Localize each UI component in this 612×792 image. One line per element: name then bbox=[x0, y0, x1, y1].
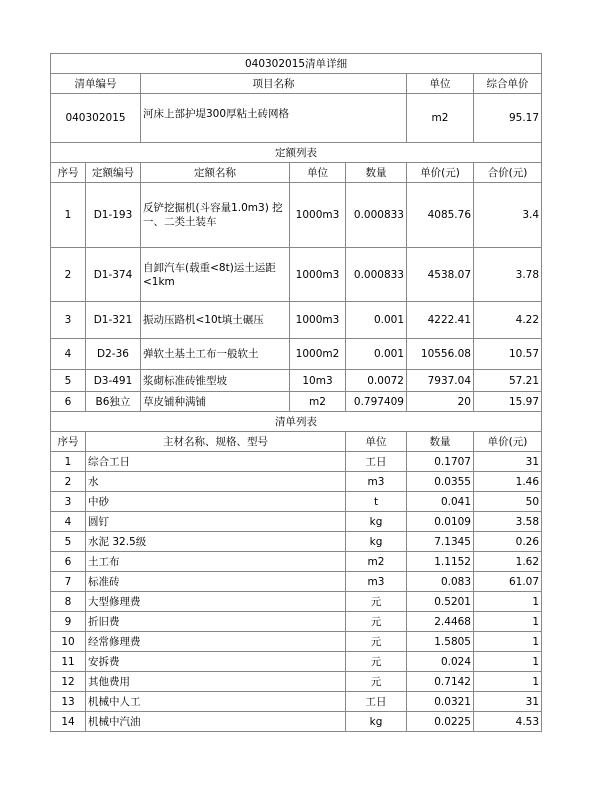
material-no: 12 bbox=[51, 672, 86, 692]
material-row bbox=[51, 552, 542, 572]
quota-price: 20 bbox=[407, 392, 474, 412]
material-unit: t bbox=[346, 492, 407, 512]
material-price: 0.26 bbox=[474, 532, 542, 552]
quota-col-code: 定额编号 bbox=[86, 163, 141, 183]
quota-total: 4.22 bbox=[474, 302, 542, 339]
material-price: 31 bbox=[474, 692, 542, 712]
material-qty: 0.5201 bbox=[407, 592, 474, 612]
quota-code: D2-36 bbox=[86, 339, 141, 370]
material-unit: kg bbox=[346, 712, 407, 732]
material-qty: 0.0321 bbox=[407, 692, 474, 712]
material-qty: 1.5805 bbox=[407, 632, 474, 652]
quota-no: 2 bbox=[51, 248, 86, 302]
material-row bbox=[51, 572, 542, 592]
material-no: 13 bbox=[51, 692, 86, 712]
quota-col-no: 序号 bbox=[51, 163, 86, 183]
header-row bbox=[51, 74, 542, 94]
quota-no: 5 bbox=[51, 370, 86, 392]
material-row bbox=[51, 592, 542, 612]
quota-code: D1-193 bbox=[86, 183, 141, 248]
material-qty: 0.0225 bbox=[407, 712, 474, 732]
material-price: 3.58 bbox=[474, 512, 542, 532]
quota-no: 1 bbox=[51, 183, 86, 248]
material-row bbox=[51, 672, 542, 692]
material-unit: 工日 bbox=[346, 692, 407, 712]
quota-price: 10556.08 bbox=[407, 339, 474, 370]
materials-col-no: 序号 bbox=[51, 432, 86, 452]
material-qty: 0.024 bbox=[407, 652, 474, 672]
material-price: 31 bbox=[474, 452, 542, 472]
item-code: 040302015 bbox=[51, 94, 141, 143]
material-no: 1 bbox=[51, 452, 86, 472]
material-name: 折旧费 bbox=[86, 612, 346, 632]
material-unit: 元 bbox=[346, 652, 407, 672]
item-unit: m2 bbox=[407, 94, 474, 143]
quota-row bbox=[51, 302, 542, 339]
quota-section-row bbox=[51, 143, 542, 163]
material-name: 综合工日 bbox=[86, 452, 346, 472]
material-no: 7 bbox=[51, 572, 86, 592]
material-unit: m3 bbox=[346, 572, 407, 592]
quota-name: 自卸汽车(载重<8t)运土运距<1km bbox=[141, 248, 290, 302]
material-no: 2 bbox=[51, 472, 86, 492]
quota-code: B6独立 bbox=[86, 392, 141, 412]
quota-row bbox=[51, 339, 542, 370]
quota-name: 草皮铺种满铺 bbox=[141, 392, 290, 412]
material-price: 1 bbox=[474, 592, 542, 612]
material-unit: 元 bbox=[346, 592, 407, 612]
quota-qty: 0.001 bbox=[346, 339, 407, 370]
material-name: 经常修理费 bbox=[86, 632, 346, 652]
material-row bbox=[51, 632, 542, 652]
quota-qty: 0.797409 bbox=[346, 392, 407, 412]
material-row bbox=[51, 712, 542, 732]
materials-col-price: 单价(元) bbox=[474, 432, 542, 452]
quota-row bbox=[51, 392, 542, 412]
material-name: 机械中汽油 bbox=[86, 712, 346, 732]
quota-no: 3 bbox=[51, 302, 86, 339]
quota-name: 弹软土基土工布一般软土 bbox=[141, 339, 290, 370]
material-price: 1.62 bbox=[474, 552, 542, 572]
quota-name: 反铲挖掘机(斗容量1.0m3) 挖一、二类土装车 bbox=[141, 183, 290, 248]
quota-code: D3-491 bbox=[86, 370, 141, 392]
material-row bbox=[51, 692, 542, 712]
quota-unit: 1000m3 bbox=[290, 302, 346, 339]
material-no: 8 bbox=[51, 592, 86, 612]
material-name: 圆钉 bbox=[86, 512, 346, 532]
quota-section-title: 定额列表 bbox=[51, 143, 542, 163]
quota-row bbox=[51, 370, 542, 392]
material-qty: 0.1707 bbox=[407, 452, 474, 472]
material-qty: 0.083 bbox=[407, 572, 474, 592]
material-price: 1 bbox=[474, 672, 542, 692]
item-price: 95.17 bbox=[474, 94, 542, 143]
material-unit: kg bbox=[346, 512, 407, 532]
quota-total: 15.97 bbox=[474, 392, 542, 412]
material-unit: 元 bbox=[346, 632, 407, 652]
name-label: 项目名称 bbox=[141, 74, 407, 94]
material-row bbox=[51, 492, 542, 512]
quota-price: 4085.76 bbox=[407, 183, 474, 248]
quota-total: 3.4 bbox=[474, 183, 542, 248]
quota-qty: 0.000833 bbox=[346, 248, 407, 302]
material-row bbox=[51, 532, 542, 552]
title-row bbox=[51, 54, 542, 74]
material-qty: 7.1345 bbox=[407, 532, 474, 552]
material-row bbox=[51, 512, 542, 532]
materials-col-qty: 数量 bbox=[407, 432, 474, 452]
quota-unit: m2 bbox=[290, 392, 346, 412]
materials-col-name: 主材名称、规格、型号 bbox=[86, 432, 346, 452]
quota-price: 4222.41 bbox=[407, 302, 474, 339]
material-no: 14 bbox=[51, 712, 86, 732]
quota-qty: 0.001 bbox=[346, 302, 407, 339]
unit-label: 单位 bbox=[407, 74, 474, 94]
quota-row bbox=[51, 248, 542, 302]
material-price: 1.46 bbox=[474, 472, 542, 492]
item-name: 河床上部护堤300厚粘土砖网格 bbox=[141, 94, 407, 143]
quota-col-name: 定额名称 bbox=[141, 163, 290, 183]
quota-name: 振动压路机<10t填土碾压 bbox=[141, 302, 290, 339]
material-name: 安拆费 bbox=[86, 652, 346, 672]
material-no: 4 bbox=[51, 512, 86, 532]
materials-section-row bbox=[51, 412, 542, 432]
material-name: 土工布 bbox=[86, 552, 346, 572]
material-no: 3 bbox=[51, 492, 86, 512]
quota-price: 7937.04 bbox=[407, 370, 474, 392]
material-price: 4.53 bbox=[474, 712, 542, 732]
bill-detail-table bbox=[50, 53, 542, 732]
material-qty: 0.041 bbox=[407, 492, 474, 512]
material-unit: m2 bbox=[346, 552, 407, 572]
material-no: 5 bbox=[51, 532, 86, 552]
material-unit: 元 bbox=[346, 612, 407, 632]
quota-total: 57.21 bbox=[474, 370, 542, 392]
material-unit: m3 bbox=[346, 472, 407, 492]
material-name: 其他费用 bbox=[86, 672, 346, 692]
material-name: 中砂 bbox=[86, 492, 346, 512]
material-name: 机械中人工 bbox=[86, 692, 346, 712]
quota-row bbox=[51, 183, 542, 248]
material-row bbox=[51, 612, 542, 632]
material-row bbox=[51, 652, 542, 672]
material-price: 61.07 bbox=[474, 572, 542, 592]
quota-total: 3.78 bbox=[474, 248, 542, 302]
material-no: 9 bbox=[51, 612, 86, 632]
material-qty: 0.0355 bbox=[407, 472, 474, 492]
material-name: 大型修理费 bbox=[86, 592, 346, 612]
quota-col-qty: 数量 bbox=[346, 163, 407, 183]
materials-col-unit: 单位 bbox=[346, 432, 407, 452]
quota-unit: 1000m3 bbox=[290, 183, 346, 248]
quota-unit: 1000m2 bbox=[290, 339, 346, 370]
quota-unit: 1000m3 bbox=[290, 248, 346, 302]
quota-code: D1-321 bbox=[86, 302, 141, 339]
quota-price: 4538.07 bbox=[407, 248, 474, 302]
code-label: 清单编号 bbox=[51, 74, 141, 94]
materials-section-title: 清单列表 bbox=[51, 412, 542, 432]
material-unit: kg bbox=[346, 532, 407, 552]
quota-no: 4 bbox=[51, 339, 86, 370]
quota-header-row bbox=[51, 163, 542, 183]
quota-name: 浆砌标准砖锥型坡 bbox=[141, 370, 290, 392]
material-qty: 0.0109 bbox=[407, 512, 474, 532]
material-no: 6 bbox=[51, 552, 86, 572]
material-qty: 2.4468 bbox=[407, 612, 474, 632]
quota-code: D1-374 bbox=[86, 248, 141, 302]
material-row bbox=[51, 452, 542, 472]
materials-header-row bbox=[51, 432, 542, 452]
material-price: 1 bbox=[474, 632, 542, 652]
material-name: 标准砖 bbox=[86, 572, 346, 592]
quota-no: 6 bbox=[51, 392, 86, 412]
material-price: 1 bbox=[474, 612, 542, 632]
material-no: 11 bbox=[51, 652, 86, 672]
quota-col-total: 合价(元) bbox=[474, 163, 542, 183]
material-no: 10 bbox=[51, 632, 86, 652]
quota-col-price: 单价(元) bbox=[407, 163, 474, 183]
table-title: 040302015清单详细 bbox=[51, 54, 542, 74]
material-name: 水 bbox=[86, 472, 346, 492]
material-row bbox=[51, 472, 542, 492]
item-row bbox=[51, 94, 542, 143]
material-unit: 元 bbox=[346, 672, 407, 692]
material-qty: 1.1152 bbox=[407, 552, 474, 572]
quota-unit: 10m3 bbox=[290, 370, 346, 392]
material-price: 1 bbox=[474, 652, 542, 672]
material-price: 50 bbox=[474, 492, 542, 512]
material-name: 水泥 32.5级 bbox=[86, 532, 346, 552]
quota-col-unit: 单位 bbox=[290, 163, 346, 183]
material-unit: 工日 bbox=[346, 452, 407, 472]
quota-qty: 0.0072 bbox=[346, 370, 407, 392]
material-qty: 0.7142 bbox=[407, 672, 474, 692]
quota-qty: 0.000833 bbox=[346, 183, 407, 248]
price-label: 综合单价 bbox=[474, 74, 542, 94]
quota-total: 10.57 bbox=[474, 339, 542, 370]
